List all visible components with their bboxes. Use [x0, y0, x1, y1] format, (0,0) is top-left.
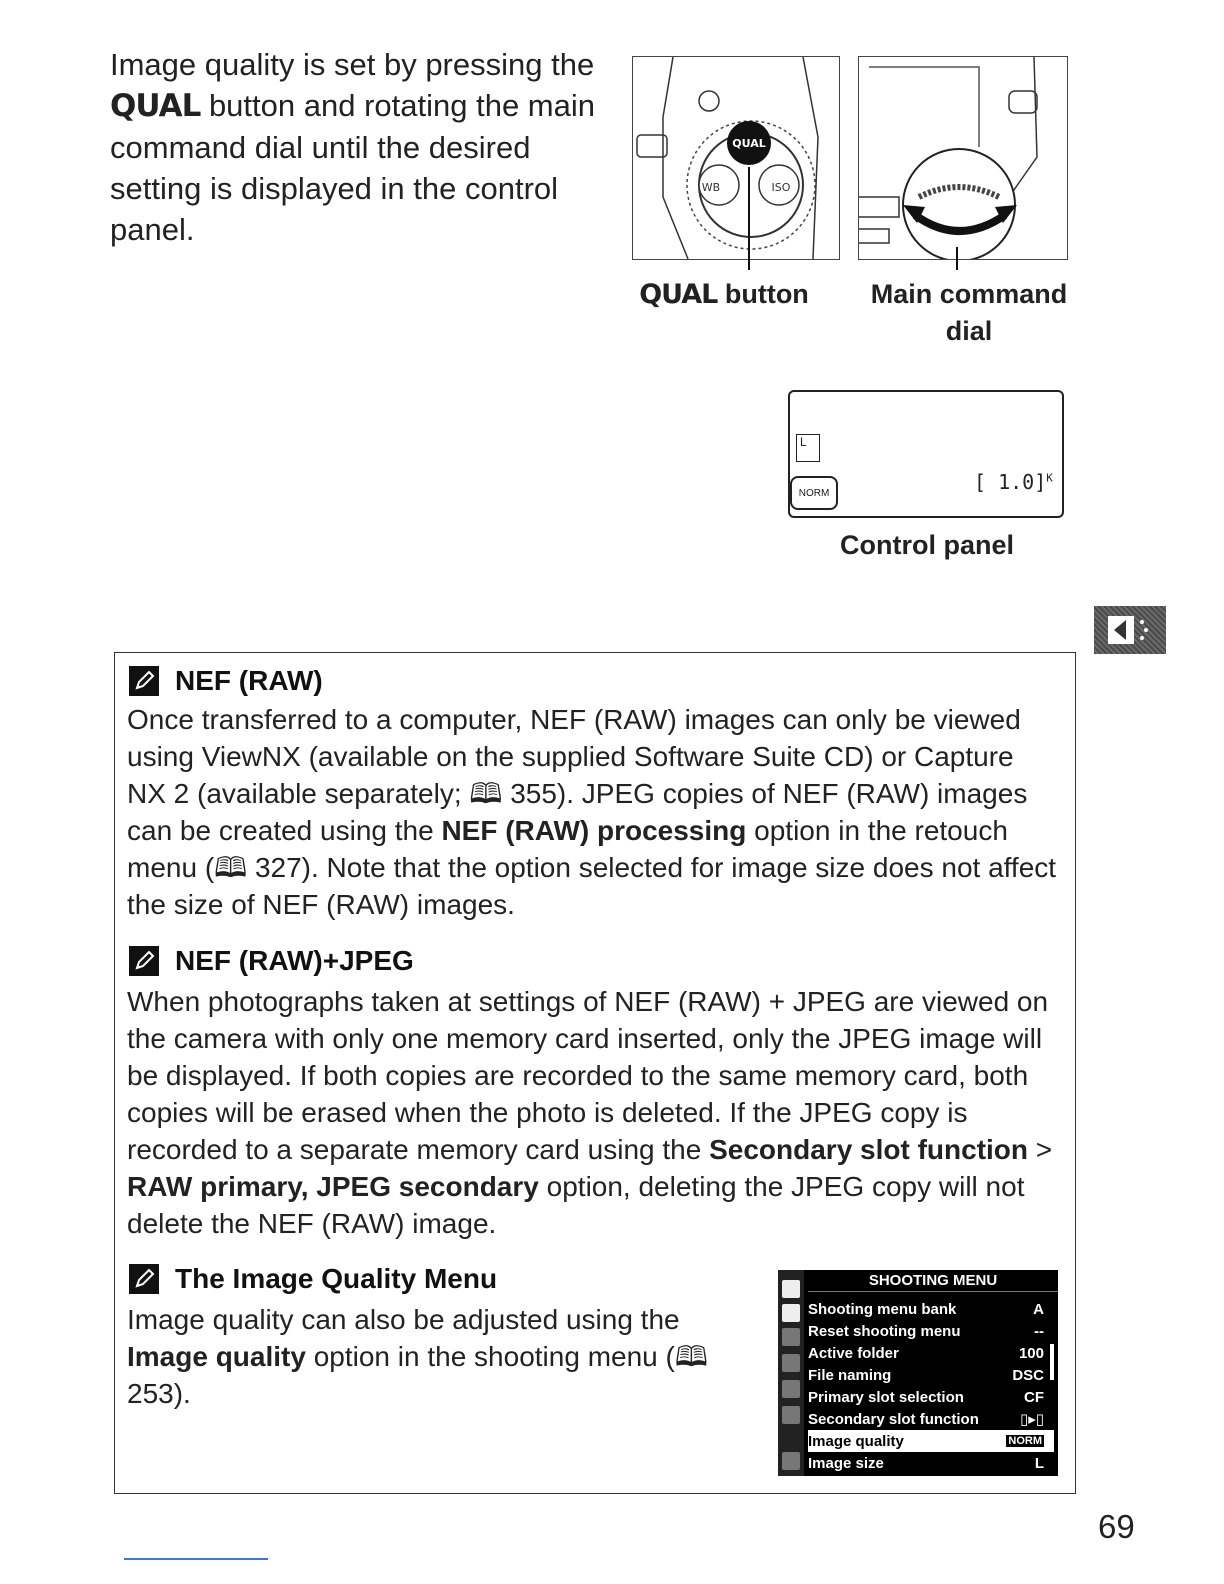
qual-button-figure	[632, 56, 840, 260]
image-quality-menu-text: Image quality can also be adjusted using the Image quality option in the shooting menu (🕮 253).	[127, 1304, 708, 1409]
book-icon: 🕮	[674, 1341, 708, 1372]
menu-item-secondary-slot-function[interactable]: Secondary slot function ▯▸▯	[808, 1410, 1044, 1428]
nef-raw-jpeg-heading: NEF (RAW)+JPEG	[129, 945, 414, 977]
qual-leader-line	[748, 258, 750, 270]
image-quality-indicator: NORM	[790, 476, 838, 510]
wb-label: WB	[701, 181, 721, 194]
camera-top-illustration	[633, 57, 839, 259]
wrench-icon	[782, 1354, 800, 1372]
menu-item-active-folder[interactable]: Active folder 100	[808, 1344, 1044, 1362]
pencil-icon	[129, 946, 159, 976]
menu-item-image-size[interactable]: Image size L	[808, 1454, 1044, 1472]
page-number: 69	[1098, 1508, 1135, 1545]
book-icon: 🕮	[469, 778, 503, 809]
menu-item-shooting-menu-bank[interactable]: Shooting menu bank A	[808, 1300, 1044, 1318]
control-panel-caption: Control panel	[840, 530, 1014, 560]
menu-item-reset-shooting-menu[interactable]: Reset shooting menu --	[808, 1322, 1044, 1340]
qual-button-caption: QUAL button	[639, 279, 809, 310]
camera-back-illustration	[859, 57, 1067, 259]
camera-icon	[782, 1304, 800, 1322]
image-size-indicator: L	[796, 434, 820, 462]
shooting-menu-tab-icon	[1094, 606, 1166, 654]
qual-button-name: QUAL	[110, 88, 201, 124]
pencil-icon	[129, 666, 159, 696]
retouch-icon	[782, 1380, 800, 1398]
main-dial-caption: Main command dial	[870, 279, 1068, 346]
menu-scrollbar[interactable]	[1050, 1344, 1054, 1380]
footer-rule	[124, 1558, 268, 1560]
menu-title: SHOOTING MENU	[808, 1272, 1058, 1292]
help-icon	[782, 1452, 800, 1470]
menu-sidebar	[778, 1270, 804, 1476]
nef-raw-jpeg-text: When photographs taken at settings of NEF (RAW) + JPEG are viewed on the camera with only one memory card inserted, only the JPEG image will be displayed. If both copies are recorded to the same memory card, both copies will be erased when the photo is deleted. If the JPEG copy is recorded to a separate memory card using the Secondary slot function > RAW primary, JPEG secondary option, deleting the JPEG copy will not delete the NEF (RAW) image.	[127, 986, 1053, 1239]
main-dial-figure	[858, 56, 1068, 260]
intro-paragraph: Image quality is set by pressing the QUAL button and rotating the main command dial until the desired setting is displayed in the control panel.	[110, 47, 595, 247]
section-tab	[1094, 606, 1166, 654]
shooting-menu-screenshot	[778, 1270, 1058, 1476]
frame-count-readout: [ 1.0]$^K$	[974, 470, 1053, 494]
menu-item-file-naming[interactable]: File naming DSC	[808, 1366, 1044, 1384]
menu-item-image-quality[interactable]: Image quality NORM	[808, 1430, 1054, 1452]
iso-label: ISO	[771, 181, 791, 194]
nef-raw-heading: NEF (RAW)	[129, 665, 323, 697]
nef-raw-text: Once transferred to a computer, NEF (RAW) images can only be viewed using ViewNX (available on the supplied Software Suite CD) or Capture NX 2 (available separately; 🕮 355). JPEG copies of NEF (RAW) images can be created using the NEF (RAW) processing option in the retouch menu (🕮 327). Note that the option selected for image size does not affect the size of NEF (RAW) images.	[127, 704, 1057, 920]
image-quality-menu-heading: The Image Quality Menu	[129, 1263, 497, 1295]
dial-leader-line	[956, 258, 958, 270]
qual-icon-label: QUAL	[732, 137, 766, 150]
playback-icon	[782, 1280, 800, 1298]
pencil-icon	[129, 1264, 159, 1294]
pencil-menu-icon	[782, 1328, 800, 1346]
my-menu-icon	[782, 1406, 800, 1424]
control-panel-display	[788, 390, 1064, 518]
book-icon: 🕮	[214, 852, 248, 883]
menu-item-primary-slot-selection[interactable]: Primary slot selection CF	[808, 1388, 1044, 1406]
